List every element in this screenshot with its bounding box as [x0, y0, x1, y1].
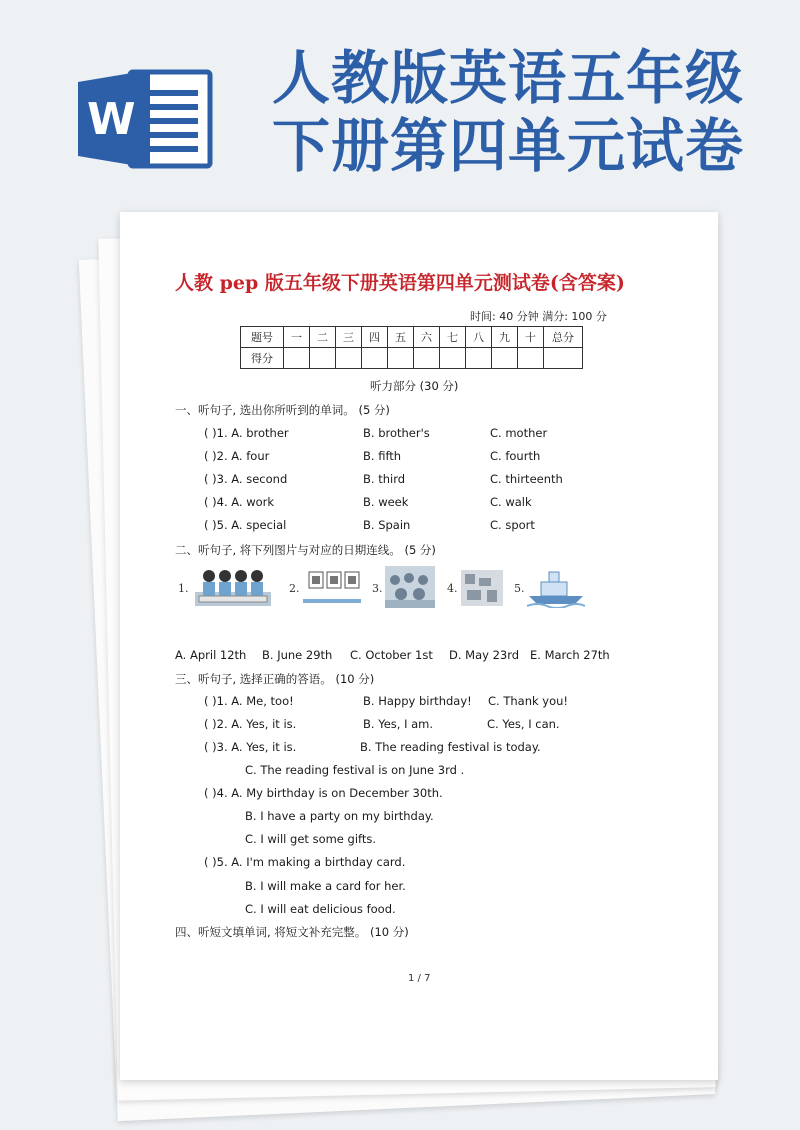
- pic-label-1: 1.: [178, 582, 189, 595]
- date-option-a: A. April 12th: [175, 648, 247, 662]
- date-option-d: D. May 23rd: [449, 648, 520, 662]
- cell: 四: [362, 327, 388, 348]
- cell: 总分: [544, 327, 583, 348]
- s1-q4-a: ( )4. A. work: [204, 495, 275, 509]
- cell: 一: [284, 327, 310, 348]
- s3-q5-b: B. I will make a card for her.: [245, 879, 406, 893]
- s3-q3-c: C. The reading festival is on June 3rd .: [245, 763, 465, 777]
- cell-empty: [492, 348, 518, 369]
- s1-q3-b: B. third: [363, 472, 406, 486]
- cell: 三: [336, 327, 362, 348]
- s3-q1-a: ( )1. A. Me, too!: [204, 694, 294, 708]
- s3-q5-c: C. I will eat delicious food.: [245, 902, 396, 916]
- pic-label-2: 2.: [289, 582, 300, 595]
- cell-empty: [414, 348, 440, 369]
- date-option-c: C. October 1st: [350, 648, 433, 662]
- cell: 五: [388, 327, 414, 348]
- document-title: 人教 pep 版五年级下册英语第四单元测试卷(含答案): [175, 272, 625, 294]
- cell-empty: [388, 348, 414, 369]
- s3-q4-c: C. I will get some gifts.: [245, 832, 377, 846]
- s1-q1-b: B. brother's: [363, 426, 430, 440]
- s1-q1-c: C. mother: [490, 426, 548, 440]
- section4-heading: 四、听短文填单词, 将短文补充完整。 (10 分): [175, 925, 409, 939]
- word-doc-icon: [78, 68, 213, 170]
- section2-heading: 二、听句子, 将下列图片与对应的日期连线。 (5 分): [175, 543, 436, 557]
- cell-empty: [518, 348, 544, 369]
- banner-title-line1: 人教版英语五年级: [272, 44, 745, 112]
- s3-q4-b: B. I have a party on my birthday.: [245, 809, 434, 823]
- s1-q5-a: ( )5. A. special: [204, 518, 287, 532]
- s1-q4-b: B. week: [363, 495, 409, 509]
- s3-q3-b: B. The reading festival is today.: [360, 740, 541, 754]
- listening-heading: 听力部分 (30 分): [370, 379, 459, 393]
- s1-q2-c: C. fourth: [490, 449, 541, 463]
- cell-empty: [440, 348, 466, 369]
- section3-heading: 三、听句子, 选择正确的答语。 (10 分): [175, 672, 375, 686]
- score-table-header-row: [241, 327, 583, 348]
- cell-empty: [310, 348, 336, 369]
- cell: 二: [310, 327, 336, 348]
- score-table-score-row: [241, 348, 583, 369]
- picture-crowd: [385, 566, 435, 608]
- cell: 七: [440, 327, 466, 348]
- cell: 题号: [241, 327, 284, 348]
- picture-calendar-signs: [303, 568, 361, 608]
- svg-text:W: W: [87, 94, 136, 145]
- section1-heading: 一、听句子, 选出你所听到的单词。 (5 分): [175, 403, 390, 417]
- banner-title: [272, 44, 772, 180]
- cell-empty: [284, 348, 310, 369]
- cell: 十: [518, 327, 544, 348]
- s3-q3-a: ( )3. A. Yes, it is.: [204, 740, 297, 754]
- cell-empty: [336, 348, 362, 369]
- pic-label-5: 5.: [514, 582, 525, 595]
- cell-empty: [362, 348, 388, 369]
- page-number: 1 / 7: [408, 973, 431, 984]
- s1-q1-a: ( )1. A. brother: [204, 426, 289, 440]
- s3-q2-b: B. Yes, I am.: [363, 717, 434, 731]
- score-table: [240, 326, 583, 369]
- s1-q3-a: ( )3. A. second: [204, 472, 288, 486]
- s1-q2-a: ( )2. A. four: [204, 449, 270, 463]
- date-option-e: E. March 27th: [530, 648, 610, 662]
- s3-q2-a: ( )2. A. Yes, it is.: [204, 717, 297, 731]
- date-option-b: B. June 29th: [262, 648, 333, 662]
- cell: 六: [414, 327, 440, 348]
- cell: 九: [492, 327, 518, 348]
- s1-q3-c: C. thirteenth: [490, 472, 563, 486]
- s3-q4-a: ( )4. A. My birthday is on December 30th.: [204, 786, 443, 800]
- s1-q4-c: C. walk: [490, 495, 532, 509]
- cell: 得分: [241, 348, 284, 369]
- s3-q2-c: C. Yes, I can.: [487, 717, 560, 731]
- picture-kids-reading: [195, 566, 271, 608]
- s3-q1-b: B. Happy birthday!: [363, 694, 472, 708]
- cell-empty: [466, 348, 492, 369]
- picture-ship: [527, 566, 585, 608]
- cell: 八: [466, 327, 492, 348]
- s1-q2-b: B. fifth: [363, 449, 402, 463]
- s1-q5-c: C. sport: [490, 518, 535, 532]
- s1-q5-b: B. Spain: [363, 518, 411, 532]
- pic-label-4: 4.: [447, 582, 458, 595]
- s3-q1-c: C. Thank you!: [488, 694, 569, 708]
- cell-empty: [544, 348, 583, 369]
- pic-label-3: 3.: [372, 582, 383, 595]
- time-score-info: 时间: 40 分钟 满分: 100 分: [470, 310, 607, 323]
- s3-q5-a: ( )5. A. I'm making a birthday card.: [204, 855, 406, 869]
- banner-title-line2: 下册第四单元试卷: [272, 112, 745, 180]
- picture-sketch: [461, 570, 503, 606]
